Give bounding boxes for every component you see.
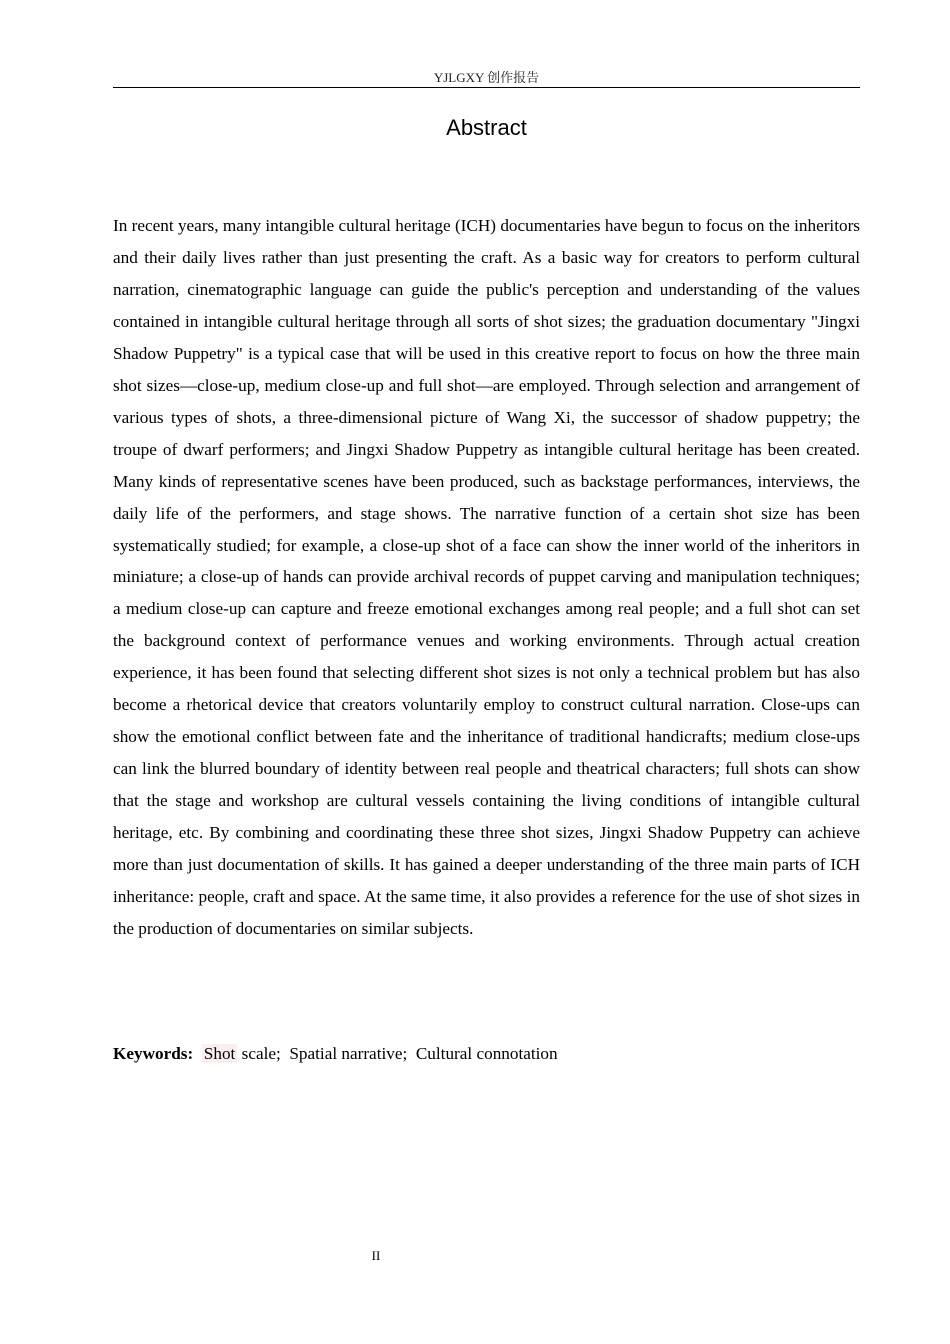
keyword-second: Spatial narrative; [289, 1044, 408, 1063]
keyword-first-rest: scale; [241, 1044, 281, 1063]
page-title: Abstract [446, 115, 527, 140]
keywords-label: Keywords: [113, 1044, 194, 1063]
page-number: II [371, 1248, 381, 1263]
keyword-third: Cultural connotation [415, 1044, 558, 1063]
header-divider [113, 87, 860, 88]
running-header: YJLGXY 创作报告 [433, 70, 540, 85]
keywords-line [113, 1041, 860, 1067]
abstract-paragraph: In recent years, many intangible cultural heritage (ICH) documentaries have begun to focus on the inheritors and their daily lives rather than just presenting the craft. As a basic way for creators to perform cultural narration, cinematographic language can guide the public's perception and understanding of the values contained in intangible cultural heritage through all sorts of shot sizes; the graduation documentary "Jingxi Shadow Puppetry" is a typical case that will be used in this creative report to focus on how the three main shot sizes—close-up, medium close-up and full shot—are employed. Through selection and arrangement of various types of shots, a three-dimensional picture of Wang Xi, the successor of shadow puppetry; the troupe of dwarf performers; and Jingxi Shadow Puppetry as intangible cultural heritage has been created. Many kinds of representative scenes have been produced, such as backstage performances, interviews, the daily life of the performers, and stage shows. The narrative function of a certain shot size has been systematically studied; for example, a close-up shot of a face can show the inner world of the inheritors in miniature; a close-up of hands can provide archival records of puppet carving and manipulation techniques; a medium close-up can capture and freeze emotional exchanges among real people; and a full shot can set the background context of performance venues and working environments. Through actual creation experience, it has been found that selecting different shot sizes is not only a technical problem but has also become a rhetorical device that creators voluntarily employ to construct cultural narration. Close-ups can show the emotional conflict between fate and the inheritance of traditional handicrafts; medium close-ups can link the blurred boundary of identity between real people and theatrical characters; full shots can show that the stage and workshop are cultural vessels containing the living conditions of intangible cultural heritage, etc. By combining and coordinating these three shot sizes, Jingxi Shadow Puppetry can achieve more than just documentation of skills. It has gained a deeper understanding of the three main parts of ICH inheritance: people, craft and space. At the same time, it also provides a reference for the use of shot sizes in the production of documentaries on similar subjects. [113, 216, 860, 938]
keyword-highlighted-word: Shot [203, 1044, 236, 1063]
